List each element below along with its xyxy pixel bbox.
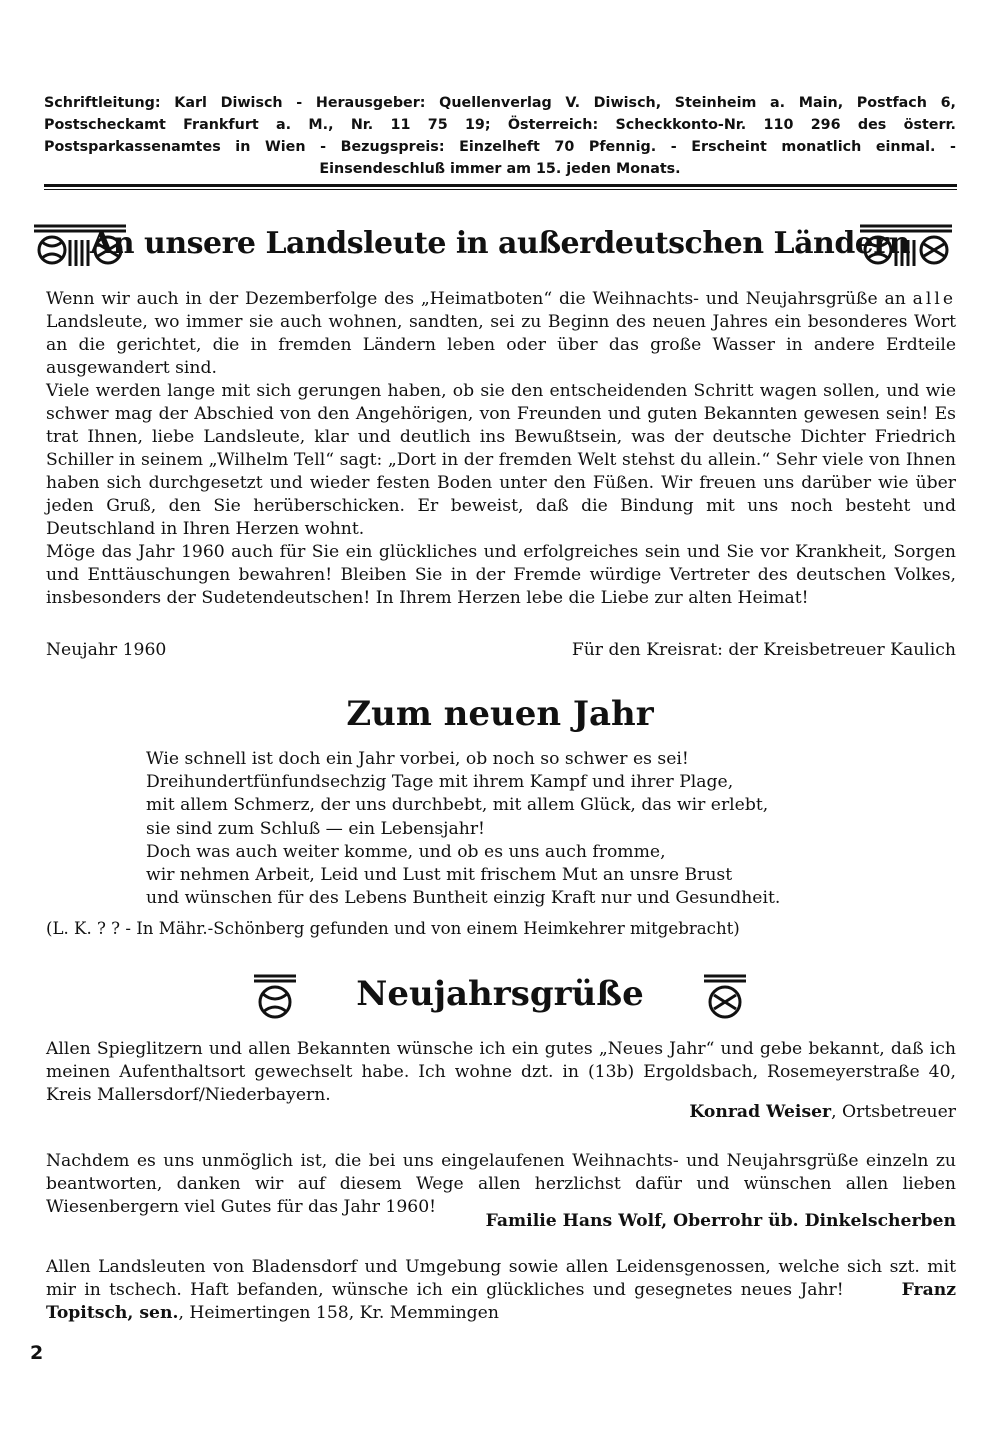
poem bbox=[146, 748, 966, 910]
ornament-right-small-icon bbox=[700, 970, 750, 1022]
section1-signature: Für den Kreisrat: der Kreisbetreuer Kaulich bbox=[571, 640, 956, 660]
greeting-3 bbox=[46, 1256, 956, 1325]
poem-line: Doch was auch weiter komme, und ob es uns auch fromme, bbox=[146, 841, 666, 862]
signer-name: Familie Hans Wolf, Oberrohr üb. Dinkelscherben bbox=[485, 1211, 956, 1231]
poem-line: sie sind zum Schluß — ein Lebensjahr! bbox=[146, 818, 485, 839]
masthead-rule bbox=[44, 184, 957, 187]
poem-line: mit allem Schmerz, der uns durchbebt, mit allem Glück, das wir erlebt, bbox=[146, 795, 769, 816]
poem-line: Wie schnell ist doch ein Jahr vorbei, ob noch so schwer es sei! bbox=[146, 749, 689, 769]
poem-line: und wünschen für des Lebens Buntheit einzig Kraft nur und Gesundheit. bbox=[146, 888, 781, 909]
section1-paragraph-3: Möge das Jahr 1960 auch für Sie ein glückliches und erfolgreiches sein und Sie vor Krankheit, Sorgen und Enttäuschungen bewahren! Bleiben Sie in der Fremde würdige Vertreter des deutschen Volkes, insbesonders der Sudetendeutschen! In Ihrem Herzen lebe die Liebe zur alten Heimat! bbox=[46, 542, 956, 608]
signer-name: Franz Topitsch, sen. bbox=[46, 1280, 957, 1323]
greeting-2: Nachdem es uns unmöglich ist, die bei uns eingelaufenen Weihnachts- und Neujahrsgrüße einzeln zu beantworten, danken wir auf diesem Wege allen herzlichst dafür und wünschen allen lieben Wiesenbergern viel Gutes für das Jahr 1960! bbox=[46, 1151, 956, 1217]
signer-address: , Heimertingen 158, Kr. Memmingen bbox=[178, 1303, 499, 1323]
page-number: 2 bbox=[30, 1342, 44, 1364]
section1-date: Neujahr 1960 bbox=[46, 640, 167, 660]
section1-signature-row bbox=[46, 640, 956, 660]
section1-title: An unsere Landsleute in außerdeutschen Ländern bbox=[89, 226, 911, 261]
greeting-2-signature bbox=[486, 1211, 956, 1231]
section1-body bbox=[46, 288, 956, 610]
section1-paragraph-2: Viele werden lange mit sich gerungen haben, ob sie den entscheidenden Schritt wagen sollen, und wie schwer mag der Abschied von den Angehörigen, von Freunden und guten Bekannten gewesen sein! Es trat Ihnen, liebe Landsleute, klar und deutlich ins Bewußtsein, was der deutsche Dichter Friedrich Schiller in seinem „Wilhelm Tell“ sagt: „Dort in der fremden Welt stehst du allein.“ Sehr viele von Ihnen haben sich durchgesetzt und wieder festen Boden unter den Füßen. Wir freuen uns darüber wie über jeden Gruß, den Sie herüberschicken. Er beweist, daß die Bindung mit uns noch besteht und Deutschland in Ihren Herzen wohnt. bbox=[46, 381, 956, 539]
emphasis-text: alle bbox=[912, 289, 956, 309]
signer-name: Konrad Weiser bbox=[689, 1102, 832, 1122]
greeting-1: Allen Spieglitzern und allen Bekannten wünsche ich ein gutes „Neues Jahr“ und gebe bekannt, daß ich meinen Aufenthaltsort gewechselt habe. Ich wohne dzt. in (13b) Ergoldsbach, Rosemeyerstraße 40, Kreis Mallersdorf/Niederbayern. bbox=[46, 1039, 956, 1105]
greeting-3-text: Allen Landsleuten von Bladensdorf und Umgebung sowie allen Leidensgenossen, welche sich szt. mit mir in tschech. Haft befanden, wünsche ich ein glückliches und gesegnetes neues Jahr! bbox=[46, 1257, 956, 1300]
greeting-1-signature bbox=[689, 1102, 956, 1122]
section2-title: Zum neuen Jahr bbox=[346, 694, 654, 734]
masthead-rule-thin bbox=[44, 189, 957, 190]
text-run: Wenn wir auch in der Dezemberfolge des „Heimatboten“ die Weihnachts- und Neujahrsgrüße an bbox=[46, 289, 913, 309]
poem-credit: (L. K. ? ? - In Mähr.-Schönberg gefunden und von einem Heimkehrer mitgebracht) bbox=[46, 919, 740, 938]
section3-title: Neujahrsgrüße bbox=[356, 974, 644, 1014]
section1-paragraph-1 bbox=[46, 288, 956, 380]
masthead: Schriftleitung: Karl Diwisch - Herausgeber: Quellenverlag V. Diwisch, Steinheim a. Main, Postfach 6, Postscheckamt Frankfurt a. M., Nr. 11 75 19; Österreich: Scheckkonto-Nr. 110 296 des österr. Postsparkassenamtes in Wien - Bezugspreis: Einzelheft 70 Pfennig. - Erscheint monatlich einmal. - Einsendeschluß immer am 15. jeden Monats. bbox=[44, 95, 956, 177]
signer-role: , Ortsbetreuer bbox=[831, 1102, 956, 1122]
poem-line: wir nehmen Arbeit, Leid und Lust mit frischem Mut an unsre Brust bbox=[146, 865, 733, 886]
ornament-right-icon bbox=[856, 218, 956, 268]
text-run: Landsleute, wo immer sie auch wohnen, sandten, sei zu Beginn des neuen Jahres ein besonderes Wort an die gerichtet, die in fremden Ländern leben oder über das große Wasser in andere Erdteile ausgewandert sind. bbox=[46, 312, 956, 378]
poem-line: Dreihundertfünfundsechzig Tage mit ihrem Kampf und ihrer Plage, bbox=[146, 772, 734, 793]
